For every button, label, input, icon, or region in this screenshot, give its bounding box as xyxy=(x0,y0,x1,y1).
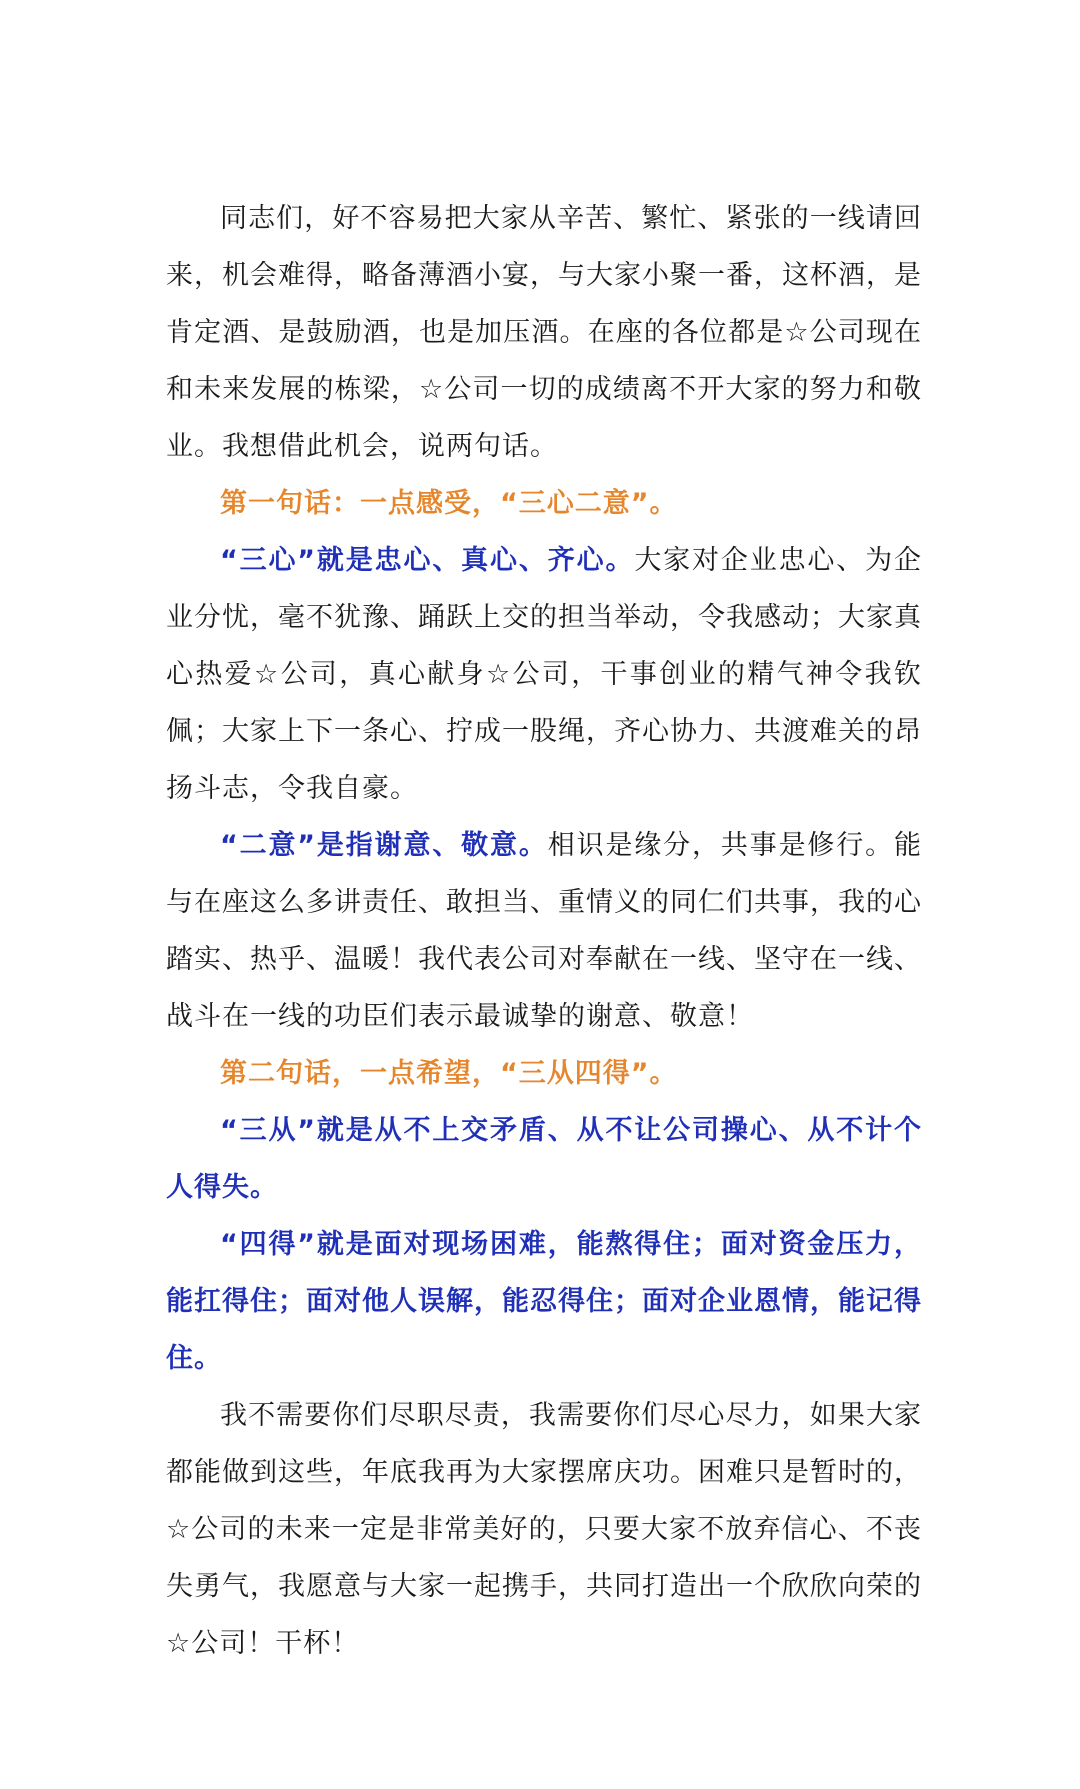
heading-first-point: 第一句话：一点感受，“三心二意”。 xyxy=(220,488,678,519)
three-hearts-lead: “三心”就是忠心、真心、齐心。 xyxy=(220,545,635,576)
three-hearts-body: 大家对企业忠心、为企业分忧，毫不犹豫、踊跃上交的担当举动，令我感动；大家真心热爱☆公司，真心献身☆公司，干事创业的精气神令我钦佩；大家上下一条心、拧成一股绳，齐心协力、共渡难关的昂扬斗志，令我自豪。 xyxy=(166,545,922,804)
three-hearts-paragraph xyxy=(166,532,922,817)
two-intents-lead: “二意”是指谢意、敬意。 xyxy=(220,830,548,861)
speech-document xyxy=(166,190,922,1672)
heading-second-point: 第二句话，一点希望，“三从四得”。 xyxy=(220,1058,678,1089)
three-follows-paragraph: “三从”就是从不上交矛盾、从不让公司操心、从不计个人得失。 xyxy=(166,1115,922,1203)
two-intents-body: 相识是缘分，共事是修行。能与在座这么多讲责任、敢担当、重情义的同仁们共事，我的心踏实、热乎、温暖！我代表公司对奉献在一线、坚守在一线、战斗在一线的功臣们表示最诚挚的谢意、敬意！ xyxy=(166,830,922,1032)
two-intents-paragraph xyxy=(166,817,922,1045)
intro-paragraph: 同志们，好不容易把大家从辛苦、繁忙、紧张的一线请回来，机会难得，略备薄酒小宴，与大家小聚一番，这杯酒，是肯定酒、是鼓励酒，也是加压酒。在座的各位都是☆公司现在和未来发展的栋梁，☆公司一切的成绩离不开大家的努力和敬业。我想借此机会，说两句话。 xyxy=(166,203,922,462)
closing-paragraph: 我不需要你们尽职尽责，我需要你们尽心尽力，如果大家都能做到这些，年底我再为大家摆席庆功。困难只是暂时的，☆公司的未来一定是非常美好的，只要大家不放弃信心、不丧失勇气，我愿意与大家一起携手，共同打造出一个欣欣向荣的☆公司！干杯！ xyxy=(166,1400,922,1659)
four-gains-paragraph: “四得”就是面对现场困难，能熬得住；面对资金压力，能扛得住；面对他人误解，能忍得住；面对企业恩情，能记得住。 xyxy=(166,1229,922,1374)
